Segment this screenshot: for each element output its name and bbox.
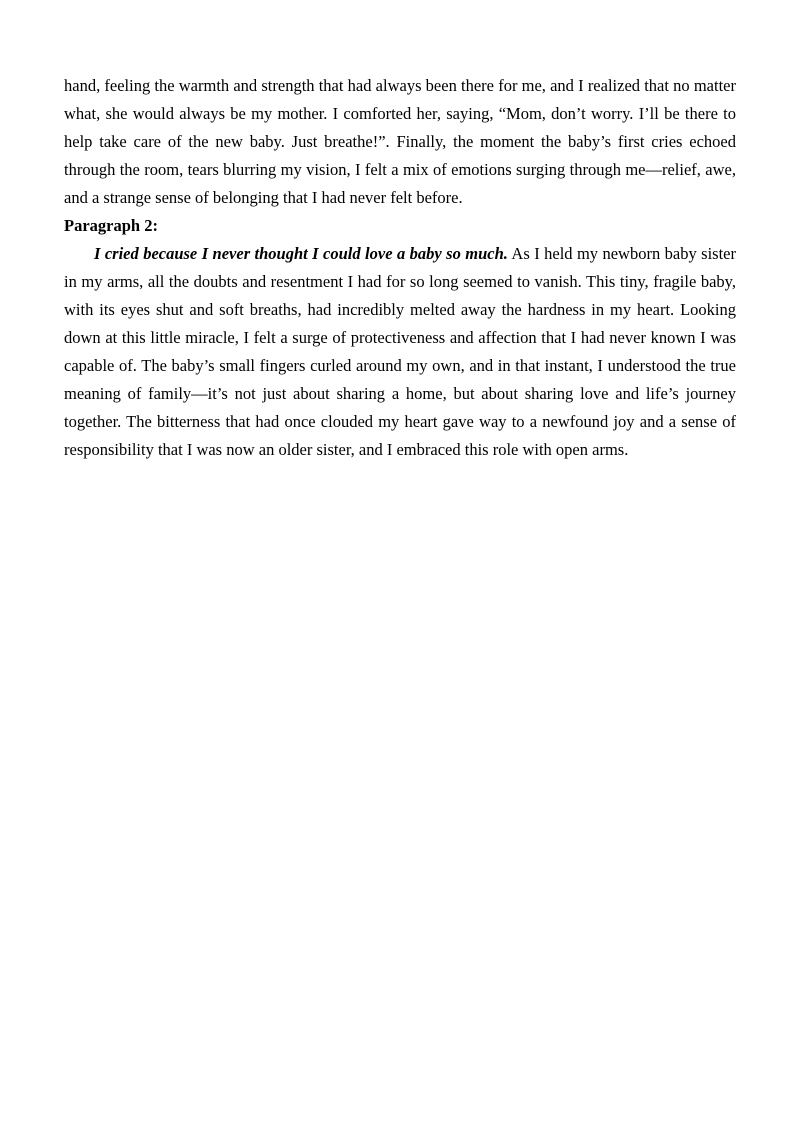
paragraph-continuation: hand, feeling the warmth and strength that had always been there for me, and I realized that no matter what, she would always be my mother. I comforted her, saying, “Mom, don’t worry. I’ll be there to help take care of the new baby. Just breathe!”. Finally, the moment the baby’s first cries echoed through the room, tears blurring my vision, I felt a mix of emotions surging through me—relief, awe, and a strange sense of belonging that I had never felt before. bbox=[64, 76, 736, 207]
paragraph-2-heading: Paragraph 2: bbox=[64, 216, 158, 235]
paragraph-2 bbox=[64, 240, 736, 464]
paragraph-2-topic-sentence: I cried because I never thought I could love a baby so much. bbox=[94, 244, 508, 263]
paragraph-2-body-text: As I held my newborn baby sister in my arms, all the doubts and resentment I had for so long seemed to vanish. This tiny, fragile baby, with its eyes shut and soft breaths, had incredibly melted away the hardness in my heart. Looking down at this little miracle, I felt a surge of protectiveness and affection that I had never known I was capable of. The baby’s small fingers curled around my own, and in that instant, I understood the true meaning of family—it’s not just about sharing a home, but about sharing love and life’s journey together. The bitterness that had once clouded my heart gave way to a newfound joy and a sense of responsibility that I was now an older sister, and I embraced this role with open arms. bbox=[64, 244, 736, 459]
